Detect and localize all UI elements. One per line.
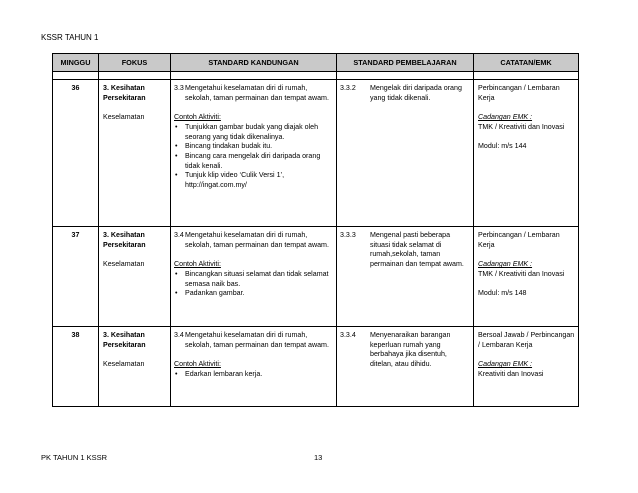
focus-title: 3. Kesihatan: [103, 331, 145, 339]
bullet-icon: •: [175, 122, 178, 131]
list-item: • Tunjuk klip video ‘Culik Versi 1’, http://ingat.com.my/: [175, 171, 285, 190]
sk-number: 3.4: [174, 331, 184, 339]
sk-text: Mengetahui keselamatan diri di rumah, sekolah, taman permainan dan tempat awam.: [185, 331, 329, 349]
bullet-icon: •: [175, 151, 178, 160]
focus-cell: [99, 80, 171, 227]
list-item: • Bincang cara mengelak diri daripada orang tidak kenali.: [175, 151, 321, 170]
page-header: KSSR TAHUN 1: [41, 33, 99, 42]
focus-sub: Keselamatan: [103, 113, 145, 122]
focus-cell: [99, 227, 171, 327]
column-header-fokus: FOKUS: [99, 54, 171, 72]
modul-text: Modul: m/s 148: [478, 289, 527, 298]
focus-cell: [99, 327, 171, 407]
catatan-cell: [474, 227, 579, 327]
page-footer: PK TAHUN 1 KSSR: [41, 453, 107, 462]
bullet-icon: •: [175, 171, 178, 180]
bullet-icon: •: [175, 289, 178, 298]
sp-number: 3.3.3: [340, 231, 356, 239]
emk-label: Cadangan EMK :: [478, 113, 533, 122]
table-row: [53, 80, 579, 227]
column-header-standard-kandungan: STANDARD KANDUNGAN: [171, 54, 337, 72]
sk-text: Mengetahui keselamatan diri di rumah, sekolah, taman permainan dan tempat awam.: [185, 231, 329, 249]
emk-text: TMK / Kreativiti dan Inovasi: [478, 269, 565, 278]
table-row: [53, 327, 579, 407]
activity-list: [174, 270, 333, 299]
activity-label: Contoh Aktiviti:: [174, 113, 221, 122]
bullet-icon: •: [175, 142, 178, 151]
lesson-plan-table: [52, 53, 579, 407]
catatan-main: Bersoal Jawab / Perbincangan / Lembaran Kerja: [478, 331, 575, 349]
emk-label: Cadangan EMK :: [478, 260, 533, 269]
focus-sub: Keselamatan: [103, 260, 145, 269]
focus-title-2: Persekitaran: [103, 340, 146, 349]
standard-pembelajaran-cell: [337, 327, 474, 407]
sp-text: Mengenal pasti beberapa situasi tidak selamat di rumah,sekolah, taman permainan dan tempat awam.: [370, 231, 464, 269]
activity-label: Contoh Aktiviti:: [174, 360, 221, 369]
column-header-standard-pembelajaran: STANDARD PEMBELAJARAN: [337, 54, 474, 72]
catatan-main: Perbincangan / Lembaran Kerja: [478, 231, 560, 249]
standard-pembelajaran-cell: [337, 80, 474, 227]
week-cell: 37: [53, 227, 99, 327]
emk-text: Kreativiti dan Inovasi: [478, 369, 544, 378]
sp-number: 3.3.2: [340, 84, 356, 92]
page-number: 13: [314, 453, 323, 462]
modul-text: Modul: m/s 144: [478, 142, 527, 151]
bullet-icon: •: [175, 269, 178, 278]
standard-kandungan-cell: [171, 227, 337, 327]
focus-title: 3. Kesihatan: [103, 84, 145, 92]
standard-kandungan-cell: [171, 327, 337, 407]
table-header-row: [53, 54, 579, 72]
sp-text: Mengelak diri daripada orang yang tidak dikenali.: [370, 84, 462, 102]
focus-sub: Keselamatan: [103, 360, 145, 369]
sp-text: Menyenaraikan barangan keperluan rumah yang berbahaya jika disentuh, ditelan, atau dihidu.: [370, 331, 451, 369]
emk-text: TMK / Kreativiti dan Inovasi: [478, 122, 565, 131]
sp-number: 3.3.4: [340, 331, 356, 339]
catatan-cell: [474, 327, 579, 407]
standard-pembelajaran-cell: [337, 227, 474, 327]
spacer-row: [53, 72, 579, 80]
catatan-main: Perbincangan / Lembaran Kerja: [478, 84, 560, 102]
column-header-minggu: MINGGU: [53, 54, 99, 72]
sk-number: 3.3: [174, 84, 184, 92]
list-item: • Edarkan lembaran kerja.: [175, 369, 263, 378]
list-item: • Padankan gambar.: [175, 289, 245, 298]
list-item: • Bincang tindakan budak itu.: [175, 142, 273, 151]
list-item: • Tunjukkan gambar budak yang diajak oleh seorang yang tidak dikenalinya.: [175, 122, 319, 141]
week-cell: 38: [53, 327, 99, 407]
list-item: • Bincangkan situasi selamat dan tidak selamat semasa naik bas.: [175, 269, 329, 288]
catatan-cell: [474, 80, 579, 227]
sk-number: 3.4: [174, 231, 184, 239]
activity-list: [174, 370, 333, 380]
week-cell: 36: [53, 80, 99, 227]
focus-title-2: Persekitaran: [103, 240, 146, 249]
activity-label: Contoh Aktiviti:: [174, 260, 221, 269]
table-row: [53, 227, 579, 327]
activity-list: [174, 123, 333, 191]
column-header-catatan-emk: CATATAN/EMK: [474, 54, 579, 72]
focus-title: 3. Kesihatan: [103, 231, 145, 239]
bullet-icon: •: [175, 369, 178, 378]
emk-label: Cadangan EMK :: [478, 360, 533, 369]
focus-title-2: Persekitaran: [103, 93, 146, 102]
sk-text: Mengetahui keselamatan diri di rumah, sekolah, taman permainan dan tempat awam.: [185, 84, 329, 102]
standard-kandungan-cell: [171, 80, 337, 227]
